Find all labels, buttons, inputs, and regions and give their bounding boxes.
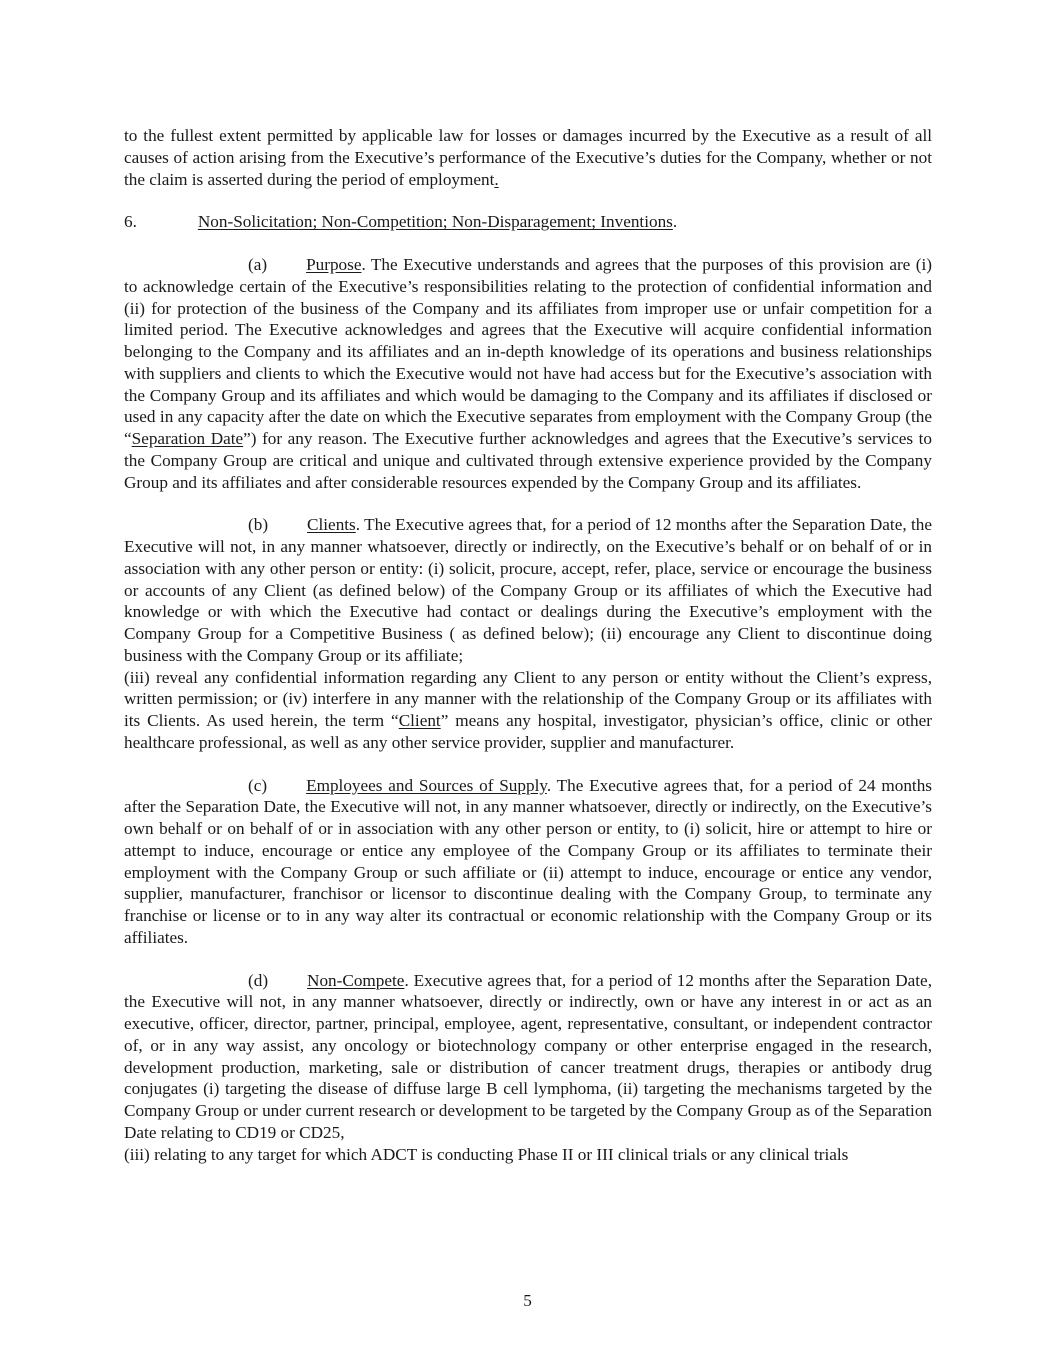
subsection-title: Employees and Sources of Supply: [306, 775, 547, 795]
subsection-text: (iii) relating to any target for which ADCT is conducting Phase II or III clinical trials or any clinical trials: [124, 1144, 849, 1164]
subsection-c: [124, 775, 932, 949]
section-6-heading: 6. Non-Solicitation; Non-Competition; Non-Disparagement; Inventions.: [124, 212, 678, 232]
subsection-text: . The Executive agrees that, for a period of 24 months after the Separation Date, the Executive will not, in any manner whatsoever, directly or indirectly, on the Executive’s own behalf or on behalf of or in association with any other person or entity, to (i) solicit, hire or attempt to hire or attempt to induce, encourage or entice any employee of the Company Group or its affiliates to terminate their employment with the Company Group or such affiliate or (ii) attempt to induce, encourage or entice any vendor, supplier, manufacturer, franchisor or licensor to discontinue dealing with the Company Group, to terminate any franchise or license or to in any way alter its contractual or economic relationship with the Company Group or its affiliates.: [124, 775, 932, 947]
subsection-d-part-2: [124, 1144, 932, 1166]
continued-paragraph: [124, 125, 932, 190]
subsection-d-part-1: [124, 970, 932, 1144]
subsection-label: (d): [248, 970, 269, 990]
subsection-text: ”) for any reason. The Executive further acknowledges and agrees that the Executive’s services to the Company Group are critical and unique and cultivated through extensive experience provided by the Company Group and its affiliates and after considerable resources expended by the Company Group and its affiliates.: [124, 429, 932, 492]
section-number: 6.: [124, 212, 137, 232]
subsection-title: Purpose: [306, 255, 362, 274]
subsection-a: [124, 254, 932, 493]
subsection-text: . The Executive understands and agrees that the purposes of this provision are (i) to acknowledge certain of the Executive’s responsibilities relating to the protection of confidential information and (ii) for protection of the business of the Company and its affiliates from improper use or unfair competition for a limited period. The Executive acknowledges and agrees that the Executive will acquire confidential information belonging to the Company and its affiliates and an in-depth knowledge of its operations and business relationships with suppliers and clients to which the Executive would not have had access but for the Executive’s association with the Company Group and its affiliates and which would be damaging to the Company and its affiliates if disclosed or used in any capacity after the date on which the Executive separates from employment with the Company Group (the “: [124, 255, 932, 448]
document-page: [124, 125, 932, 1165]
section-title: Non-Solicitation; Non-Competition; Non-Disparagement; Inventions: [197, 212, 673, 232]
subsection-text: ” means any hospital, investigator, physician’s office, clinic or other healthcare professional, as well as any other service provider, supplier and manufacturer.: [124, 711, 932, 752]
subsection-text: (iii) reveal any confidential information regarding any Client to any person or entity without the Client’s express, written permission; or (iv) interfere in any manner with the relationship of the Company Group or its affiliates with its Clients. As used herein, the term “: [124, 667, 932, 730]
defined-term: Separation Date: [131, 429, 244, 448]
subsection-d: [124, 970, 932, 1166]
subsection-text: . Executive agrees that, for a period of 12 months after the Separation Date, the Executive will not, in any manner whatsoever, directly or indirectly, own or have any interest in or act as an executive, officer, director, partner, principal, employee, agent, representative, consultant, or independent contractor of, or in any way assist, any oncology or biotechnology company or other enterprise engaged in the research, development production, marketing, sale or distribution of cancer treatment drugs, therapies or antibody drug conjugates (i) targeting the disease of diffuse large B cell lymphoma, (ii) targeting the mechanisms targeted by the Company Group or under current research or development to be targeted by the Company Group as of the Separation Date relating to CD19 or CD25,: [124, 970, 932, 1142]
subsection-b-part-2: [124, 667, 932, 754]
subsection-title: Non-Compete: [307, 970, 405, 990]
defined-term: Client: [398, 711, 441, 730]
subsection-b-part-1: [124, 514, 932, 666]
subsection-b: [124, 514, 932, 753]
subsection-label: (a): [248, 255, 268, 274]
subsection-title: Clients: [307, 515, 356, 535]
subsection-text: . The Executive agrees that, for a period of 12 months after the Separation Date, the Executive will not, in any manner whatsoever, directly or indirectly, on the Executive’s behalf or on behalf of or in association with any other person or entity: (i) solicit, procure, accept, refer, place, service or encourage the business or accounts of any Client (as defined below) of the Company Group or its affiliates of which the Executive had knowledge or with which the Executive had contact or dealings during the Executive’s employment with the Company Group for a Competitive Business ( as defined below); (ii) encourage any Client to discontinue doing business with the Company Group or its affiliate;: [124, 515, 932, 665]
subsection-label: (b): [248, 515, 269, 535]
continued-paragraph-text: to the fullest extent permitted by applicable law for losses or damages incurred by the Executive as a result of all causes of action arising from the Executive’s performance of the Executive’s duties for the Company, whether or not the claim is asserted during the period of employment: [124, 126, 932, 189]
continued-paragraph-period: .: [494, 169, 499, 189]
subsection-label: (c): [248, 775, 268, 795]
page-number: 5: [523, 1291, 532, 1310]
